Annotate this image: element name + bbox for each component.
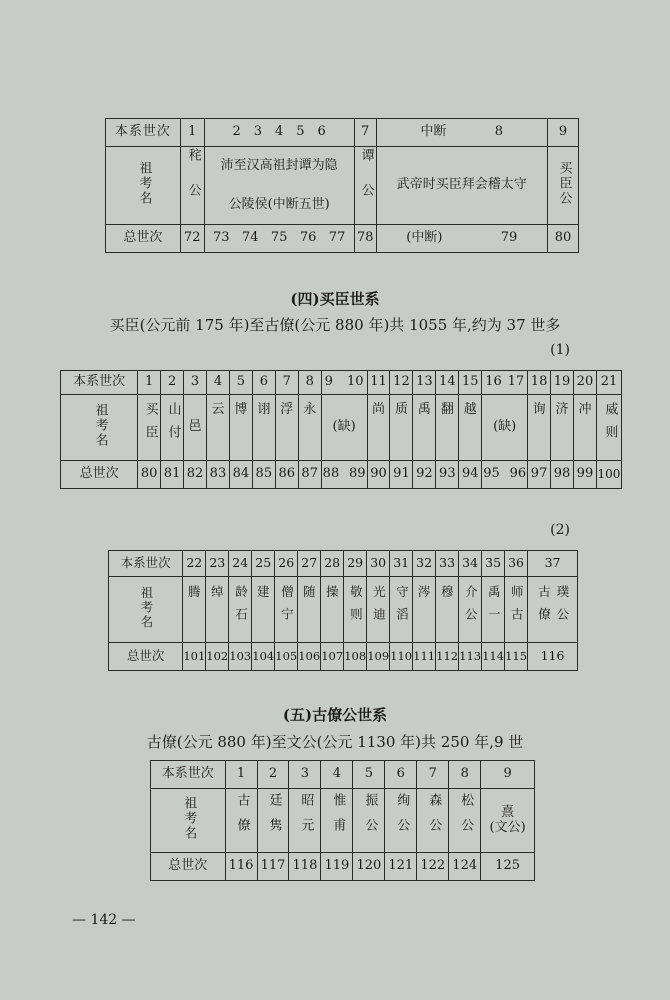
- total-label: 总世次: [106, 225, 181, 253]
- name-cell: (缺): [321, 395, 367, 461]
- total-label: 总世次: [151, 853, 226, 881]
- total-label: 总世次: [61, 461, 138, 489]
- name-cell: 松公: [449, 789, 481, 853]
- total-cell: 93: [436, 461, 459, 489]
- total-cell: 122: [417, 853, 449, 881]
- gen-cell: 29: [344, 551, 367, 577]
- gen-cell: 9: [481, 761, 535, 789]
- name-cell: 山付: [161, 395, 184, 461]
- gen-cell: 8: [298, 371, 321, 395]
- header-gen-label: 本系世次: [61, 371, 138, 395]
- gen-cell: 28: [321, 551, 344, 577]
- header-gen-label: 本系世次: [151, 761, 226, 789]
- name-cell: 济: [551, 395, 574, 461]
- gen-cell: 12: [390, 371, 413, 395]
- gen-cell: 32: [413, 551, 436, 577]
- gen-cell: 4: [206, 371, 229, 395]
- total-cell: 116: [225, 853, 257, 881]
- name-cell: 操: [321, 577, 344, 643]
- gen-cell: 14: [436, 371, 459, 395]
- total-cell: 105: [275, 643, 298, 671]
- name-1: 秺公: [180, 147, 204, 225]
- gen-cell: 7: [417, 761, 449, 789]
- name-cell: 惟甫: [321, 789, 353, 853]
- gen-cell: 6: [252, 371, 275, 395]
- total-cell: 94: [459, 461, 482, 489]
- total-cell: 110: [390, 643, 413, 671]
- gen-8: 8: [494, 124, 504, 140]
- total-cell: 84: [229, 461, 252, 489]
- total-cell: 80: [138, 461, 161, 489]
- total-cell: 99: [573, 461, 596, 489]
- total-cell: 113: [459, 643, 482, 671]
- name-cell: 邑: [184, 395, 207, 461]
- total-label: 总世次: [109, 643, 183, 671]
- section-4-subtitle: 买臣(公元前 175 年)至古僚(公元 880 年)共 1055 年,约为 37 世多: [109, 316, 561, 334]
- total-cell: 116: [528, 643, 578, 671]
- gen-cell: 2: [161, 371, 184, 395]
- gen-cell: 9 10: [321, 371, 367, 395]
- total-9: 80: [548, 225, 579, 253]
- name-cell: 翻: [436, 395, 459, 461]
- total-cell: 83: [206, 461, 229, 489]
- gen-cell: 5: [353, 761, 385, 789]
- total-cell: 95 96: [482, 461, 528, 489]
- name-cell: 昭元: [289, 789, 321, 853]
- gen-cell: 20: [573, 371, 596, 395]
- name-9: 买臣公: [548, 147, 579, 225]
- gen-cell: 1: [225, 761, 257, 789]
- total-cell: 97: [528, 461, 551, 489]
- gen-cell: 33: [436, 551, 459, 577]
- gen-cell: 7: [275, 371, 298, 395]
- name-cell: 介公: [459, 577, 482, 643]
- gen-cell: 22: [183, 551, 206, 577]
- name-7: 谭公: [354, 147, 376, 225]
- gen-cell: 27: [298, 551, 321, 577]
- gen-cell: 6: [385, 761, 417, 789]
- name-cell: 穆: [436, 577, 459, 643]
- name-cell: 越: [459, 395, 482, 461]
- name-label: 祖考名: [151, 789, 226, 853]
- lineage-table-3: [108, 550, 578, 671]
- total-8: (中断) 79: [376, 225, 547, 253]
- name-cell: 随: [298, 577, 321, 643]
- total-cell: 107: [321, 643, 344, 671]
- name-cell: 尚: [367, 395, 390, 461]
- gen-cell: 26: [275, 551, 298, 577]
- total-cell: 87: [298, 461, 321, 489]
- section-5-subtitle: 古僚(公元 880 年)至文公(公元 1130 年)共 250 年,9 世: [146, 733, 524, 751]
- name-cell: 建: [252, 577, 275, 643]
- total-cell: 98: [551, 461, 574, 489]
- interrupt-label: 中断: [420, 124, 447, 140]
- name-cell: 振公: [353, 789, 385, 853]
- name-cell: 云: [206, 395, 229, 461]
- total-cell: 81: [161, 461, 184, 489]
- section-5-title: (五)古僚公世系: [282, 706, 388, 724]
- gen-7: 7: [354, 119, 376, 147]
- name-label: 祖考名: [106, 147, 181, 225]
- gen-cell: 8: [449, 761, 481, 789]
- total-cell: 109: [367, 643, 390, 671]
- name-cell: (缺): [482, 395, 528, 461]
- gen-2-6: 2 3 4 5 6: [204, 119, 354, 147]
- total-cell: 125: [481, 853, 535, 881]
- name-cell: 博: [229, 395, 252, 461]
- total-2-6: 73 74 75 76 77: [204, 225, 354, 253]
- name-cell: 诩: [252, 395, 275, 461]
- total-cell: 124: [449, 853, 481, 881]
- total-1: 72: [180, 225, 204, 253]
- gen-cell: 34: [459, 551, 482, 577]
- total-cell: 108: [344, 643, 367, 671]
- gen-cell: 30: [367, 551, 390, 577]
- name-cell: 敬则: [344, 577, 367, 643]
- gen-1: 1: [180, 119, 204, 147]
- total-cell: 102: [206, 643, 229, 671]
- total-cell: 114: [482, 643, 505, 671]
- name-cell: 绚公: [385, 789, 417, 853]
- name-cell: 廷隽: [257, 789, 289, 853]
- total-cell: 101: [183, 643, 206, 671]
- total-cell: 117: [257, 853, 289, 881]
- total-cell: 106: [298, 643, 321, 671]
- total-cell: 120: [353, 853, 385, 881]
- name-cell: 古僚: [225, 789, 257, 853]
- lineage-table-4: [150, 760, 535, 881]
- name-cell: 威则: [596, 395, 621, 461]
- name-cell: 询: [528, 395, 551, 461]
- gen-cell: 13: [413, 371, 436, 395]
- name-cell: 买臣: [138, 395, 161, 461]
- total-cell: 112: [436, 643, 459, 671]
- total-cell: 92: [413, 461, 436, 489]
- total-cell: 118: [289, 853, 321, 881]
- section-4-title: (四)买臣世系: [290, 290, 380, 308]
- name-cell: 僧宁: [275, 577, 298, 643]
- name-cell: 古僚 璞公: [528, 577, 578, 643]
- name-cell: 冲: [573, 395, 596, 461]
- total-cell: 86: [275, 461, 298, 489]
- gen-cell: 21: [596, 371, 621, 395]
- total-cell: 100: [596, 461, 621, 489]
- total-cell: 82: [184, 461, 207, 489]
- name-cell: 森公: [417, 789, 449, 853]
- gen-cell: 15: [459, 371, 482, 395]
- name-cell: 涔: [413, 577, 436, 643]
- name-cell: 龄石: [229, 577, 252, 643]
- gen-cell: 35: [482, 551, 505, 577]
- part-2-label: (2): [550, 522, 570, 538]
- total-cell: 119: [321, 853, 353, 881]
- total-7: 78: [354, 225, 376, 253]
- total-cell: 85: [252, 461, 275, 489]
- name-cell: 守滔: [390, 577, 413, 643]
- name-cell: 禹: [413, 395, 436, 461]
- gen-cell: 5: [229, 371, 252, 395]
- total-cell: 103: [229, 643, 252, 671]
- gen-cell: 2: [257, 761, 289, 789]
- gen-cell: 37: [528, 551, 578, 577]
- gen-9: 9: [548, 119, 579, 147]
- total-cell: 104: [252, 643, 275, 671]
- gen-interrupt: [376, 119, 547, 147]
- header-gen-label: 本系世次: [109, 551, 183, 577]
- name-cell: 光迪: [367, 577, 390, 643]
- gen-cell: 19: [551, 371, 574, 395]
- gen-cell: 24: [229, 551, 252, 577]
- name-cell: 腾: [183, 577, 206, 643]
- lineage-table-1: [105, 118, 579, 253]
- gen-cell: 1: [138, 371, 161, 395]
- name-cell: 禹一: [482, 577, 505, 643]
- name-cell: 浮: [275, 395, 298, 461]
- name-cell: 永: [298, 395, 321, 461]
- name-2-6: 沛至汉高祖封谭为隐 公陵侯(中断五世): [204, 147, 354, 225]
- gen-cell: 25: [252, 551, 275, 577]
- gen-cell: 18: [528, 371, 551, 395]
- gen-cell: 4: [321, 761, 353, 789]
- header-gen-label: 本系世次: [106, 119, 181, 147]
- total-cell: 121: [385, 853, 417, 881]
- name-8: 武帝时买臣拜会稽太守: [376, 147, 547, 225]
- name-cell: 质: [390, 395, 413, 461]
- name-label: 祖考名: [61, 395, 138, 461]
- gen-cell: 11: [367, 371, 390, 395]
- lineage-table-2: [60, 370, 622, 489]
- total-cell: 88 89: [321, 461, 367, 489]
- gen-cell: 3: [289, 761, 321, 789]
- name-cell: 熹 (文公): [481, 789, 535, 853]
- total-cell: 115: [505, 643, 528, 671]
- total-cell: 90: [367, 461, 390, 489]
- name-cell: 绰: [206, 577, 229, 643]
- page-number: — 142 —: [72, 912, 136, 928]
- total-cell: 91: [390, 461, 413, 489]
- gen-cell: 31: [390, 551, 413, 577]
- gen-cell: 23: [206, 551, 229, 577]
- total-cell: 111: [413, 643, 436, 671]
- gen-cell: 3: [184, 371, 207, 395]
- name-label: 祖考名: [109, 577, 183, 643]
- part-1-label: (1): [550, 342, 570, 358]
- gen-cell: 16 17: [482, 371, 528, 395]
- gen-cell: 36: [505, 551, 528, 577]
- name-cell: 师古: [505, 577, 528, 643]
